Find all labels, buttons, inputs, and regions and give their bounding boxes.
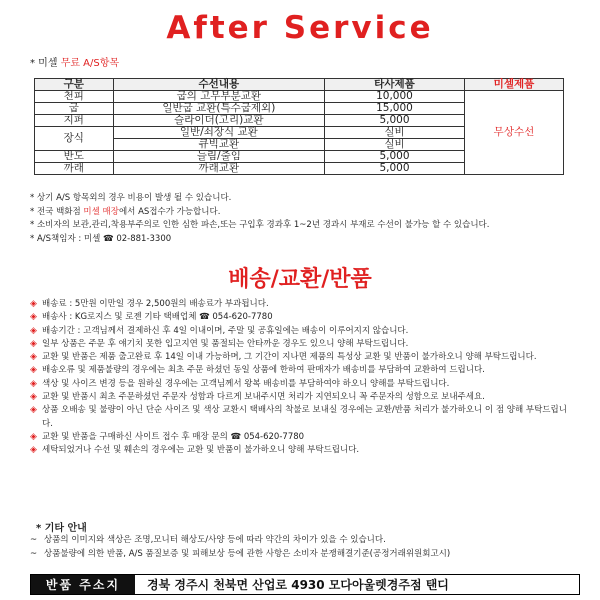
cell-repair: 굽의 고무부분교환 xyxy=(113,91,324,103)
cell-category: 지퍼 xyxy=(35,115,114,127)
cell-price: 실비 xyxy=(325,139,465,151)
bullet-icon: ◈ xyxy=(30,445,37,456)
bullet-icon: ~ xyxy=(30,549,38,559)
list-item xyxy=(30,404,575,431)
list-item-text: 색상 및 사이즈 변경 등을 원하실 경우에는 고객님께서 왕복 배송비를 부담하여야 하오니 양해를 부탁드립니다. xyxy=(42,378,450,389)
cell-category: 천피 xyxy=(35,91,114,103)
list-item-text: 교환 및 반품은 제품 출고완료 후 14일 이내 가능하며, 그 기간이 지나면 제품의 특성상 교환 및 반품이 불가하오니 양해 부탁드립니다. xyxy=(42,352,537,363)
subhead-highlight: 무료 A/S항목 xyxy=(60,58,120,69)
return-address-label: 반품 주소지 xyxy=(31,575,135,594)
note-item xyxy=(30,206,575,220)
bullet-icon: ◈ xyxy=(30,352,37,363)
subhead-prefix: * 미셀 xyxy=(30,58,61,69)
bullet-icon: ◈ xyxy=(30,325,37,336)
note-item xyxy=(30,233,575,247)
page-title: After Service xyxy=(166,10,434,46)
bullet-icon: ◈ xyxy=(30,405,37,416)
cell-price: 15,000 xyxy=(325,103,465,115)
cell-category: 장식 xyxy=(35,127,114,151)
header-other-brand: 타사제품 xyxy=(325,79,465,91)
cell-repair: 슬라이더(고리)교환 xyxy=(113,115,324,127)
cell-price: 5,000 xyxy=(325,115,465,127)
cell-price: 5,000 xyxy=(325,163,465,175)
as-notes xyxy=(30,192,575,246)
bullet-icon: ◈ xyxy=(30,392,37,403)
list-item xyxy=(30,298,575,311)
cell-price: 5,000 xyxy=(325,151,465,163)
cell-category: 굽 xyxy=(35,103,114,115)
list-item-text: 상품의 이미지와 색상은 조명,모니터 해상도/사양 등에 따라 약간의 차이가 있을 수 있습니다. xyxy=(44,535,386,545)
list-item xyxy=(30,547,575,561)
note-item xyxy=(30,192,575,206)
list-item-text: 상품불량에 의한 반품, A/S 품질보증 및 피해보상 등에 관한 사항은 소비자 분쟁해결기준(공정거래위원회고시) xyxy=(44,549,451,559)
list-item xyxy=(30,338,575,351)
bullet-icon: ◈ xyxy=(30,431,37,442)
list-item-text: 배송오류 및 제품불량의 경우에는 최초 주문 하셨던 동일 상품에 한하여 판매자가 배송비를 부담하여 교환하여 드립니다. xyxy=(42,365,485,376)
cell-repair: 일반굽 교환(특수굽제외) xyxy=(113,103,324,115)
note-item xyxy=(30,219,575,233)
return-address-text: 경북 경주시 천북면 산업로 4930 모다아울렛경주점 탠디 xyxy=(147,578,449,592)
list-item xyxy=(30,364,575,377)
list-item xyxy=(30,325,575,338)
list-item-text: 세탁되었거나 수선 및 훼손의 경우에는 교환 및 반품이 불가하오니 양해 부탁드립니다. xyxy=(42,445,360,456)
table-header-row xyxy=(35,79,564,91)
list-item xyxy=(30,444,575,457)
return-address-bar xyxy=(30,574,580,595)
bullet-icon: ◈ xyxy=(30,338,37,349)
etc-list xyxy=(30,533,575,561)
note-text: * 상기 A/S 항목외의 경우 비용이 발생 될 수 있습니다. xyxy=(30,193,232,203)
cell-repair: 일반/쇠장식 교환 xyxy=(113,127,324,139)
free-repair-label: 무상수선 xyxy=(464,91,563,175)
list-item xyxy=(30,431,575,444)
table-row xyxy=(35,91,564,103)
bullet-icon: ◈ xyxy=(30,312,37,323)
note-text: * 소비자의 보관,관리,착용부주의로 인한 심한 파손,또는 구입후 경과후 1~2년 경과시 부재로 수선이 불가능 할 수 있습니다. xyxy=(30,220,490,230)
list-item-text: 교환 및 반품을 구매하신 사이트 접수 후 매장 문의 ☎ 054-620-7780 xyxy=(42,431,305,442)
cell-price: 10,000 xyxy=(325,91,465,103)
header-michel: 미셀제품 xyxy=(464,79,563,91)
bullet-icon: ◈ xyxy=(30,299,37,309)
free-as-subhead xyxy=(30,54,119,69)
note-text: 에서 AS접수가 가능합니다. xyxy=(118,206,221,217)
list-item-text: 배송료 : 5만원 이만일 경우 2,500원의 배송료가 부과됩니다. xyxy=(42,299,269,309)
cell-category: 반도 xyxy=(35,151,114,163)
list-item-text: 일부 상품은 주문 후 얘기치 못한 입고지연 및 품절되는 안타까운 경우도 있으니 양해 부탁드립니다. xyxy=(42,338,409,349)
cell-price: 실비 xyxy=(325,127,465,139)
bullet-icon: ~ xyxy=(30,535,38,545)
list-item xyxy=(30,311,575,324)
bullet-icon: ◈ xyxy=(30,365,37,376)
cell-repair: 큐빅교환 xyxy=(113,139,324,151)
list-item xyxy=(30,378,575,391)
header-category: 구분 xyxy=(35,79,114,91)
etc-section-title: * 기타 안내 xyxy=(36,523,87,534)
list-item-text: 교환 및 반품시 최초 주문하셨던 주문자 성함과 다르게 보내주시면 처리가 지연되오니 꼭 주문자의 성함으로 보내주세요. xyxy=(42,392,485,403)
list-item-text: 배송기간 : 고객님께서 결제하신 후 4일 이내이며, 주말 및 공휴일에는 배송이 이루어지지 않습니다. xyxy=(42,325,409,336)
bullet-icon: ◈ xyxy=(30,378,37,389)
list-item-text: 배송사 : KG로지스 및 로젠 기타 택배업체 ☎ 054-620-7780 xyxy=(42,312,273,323)
list-item xyxy=(30,533,575,547)
note-highlight: 미셀 매장 xyxy=(83,206,119,217)
cell-repair: 늘림/줄임 xyxy=(113,151,324,163)
cell-category: 까래 xyxy=(35,163,114,175)
delivery-list xyxy=(30,298,575,458)
delivery-section-title: 배송/교환/반품 xyxy=(228,267,372,292)
note-text: * 전국 백화점 xyxy=(30,206,84,217)
list-item-text: 상품 오배송 및 불량이 아닌 단순 사이즈 및 색상 교환시 택배사의 착불로 보내실 경우에는 교환/반품 처리가 불가하오니 이 점 양해 부탁드립니다. xyxy=(42,405,567,429)
list-item xyxy=(30,351,575,364)
as-price-table xyxy=(34,78,564,175)
cell-repair: 까래교환 xyxy=(113,163,324,175)
list-item xyxy=(30,391,575,404)
header-repair: 수선내용 xyxy=(113,79,324,91)
note-text: * A/S책임자 : 미셀 ☎ 02-881-3300 xyxy=(30,233,172,244)
